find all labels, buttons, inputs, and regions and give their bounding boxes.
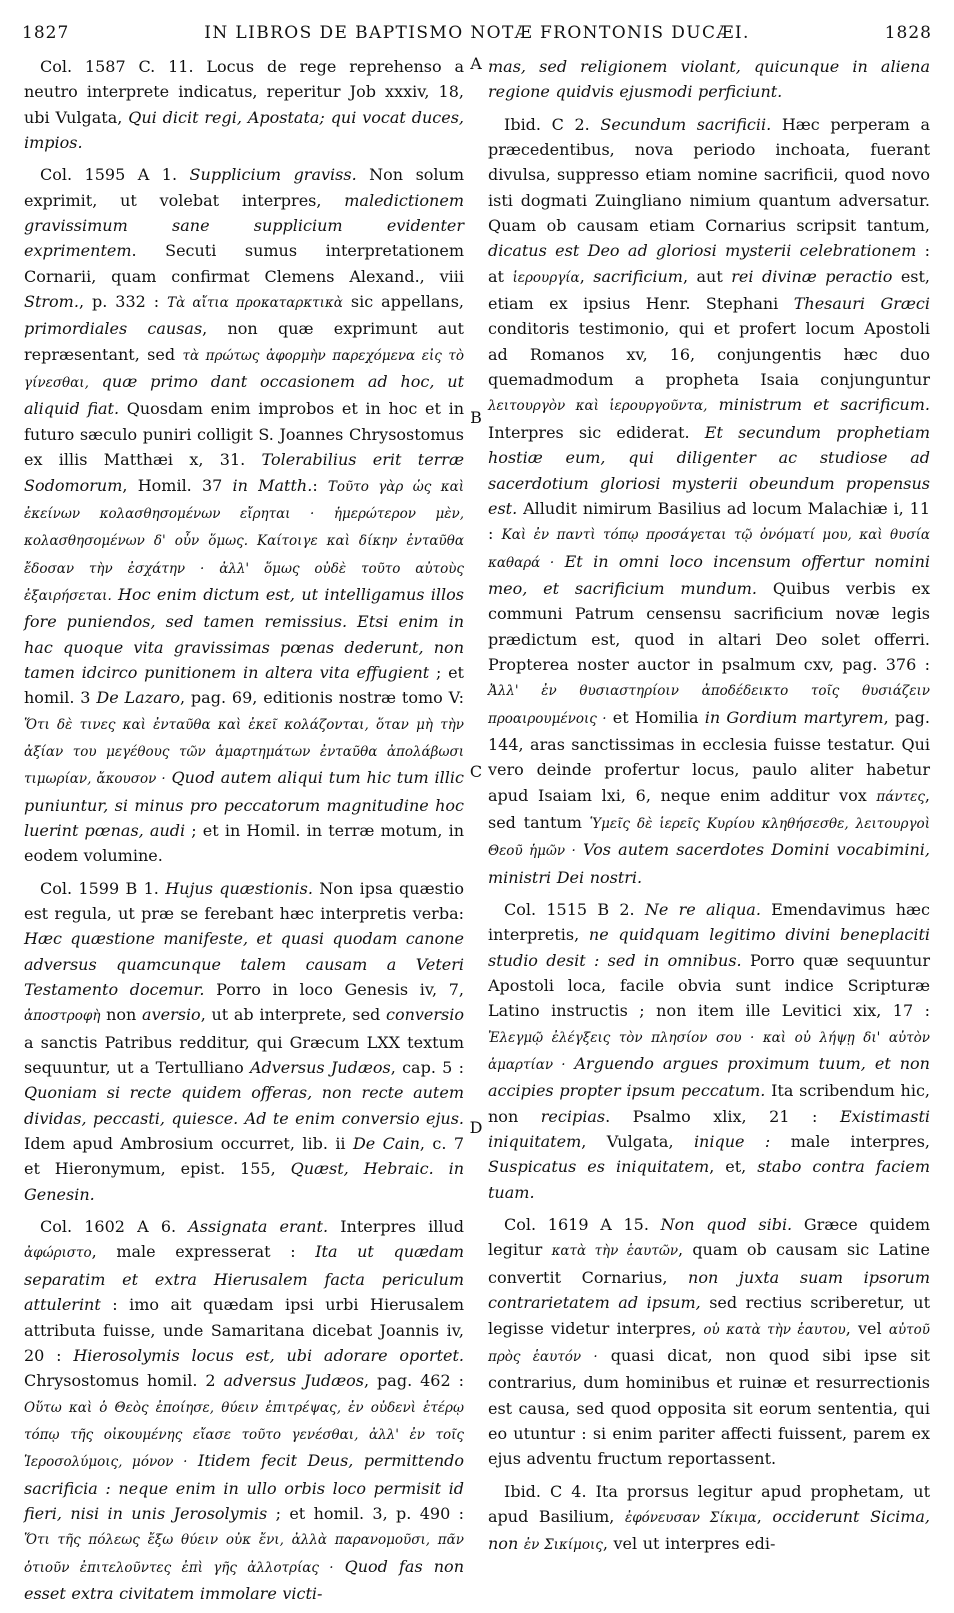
text-run: , pag. 69, editionis nostræ tomo V: (179, 688, 465, 708)
text-run: Græce quidem legitur (488, 1215, 931, 1260)
text-run: quasi dicat, non quod sibi ipse sit contrarius, dum hominibus et ruinæ et resurrectionis est causa, sed quod opposita sit eorum sententia, qui eo utuntur : si enim pariter affecti fuissent, parem ex ejus adventu fructum reportassent. (488, 1345, 930, 1469)
italic-run: Hæc quæstione manifeste, et quasi quodam canone adversus quamcunque talem causam a Veteri Testamento docemur. (24, 929, 464, 1000)
greek-quote: Ὅτι τῆς πόλεως ἔξω θύειν οὐκ ἔνι, ἀλλὰ παρανομοῦσι, πᾶν ὁτιοῦν ἐπιτελοῦντες ἐπὶ γῆς ἀλλοτρίας · (24, 1532, 464, 1576)
italic-run: Strom. (24, 292, 79, 312)
paragraph (24, 162, 464, 868)
italic-run: recipias (540, 1106, 606, 1126)
text-run: , ut ab interprete, sed (200, 1005, 386, 1025)
italic-run: ministrum et sacrificum. (707, 395, 930, 415)
paragraph (488, 1212, 930, 1471)
greek-quote: Ὅτι δὲ τινες καὶ ἐνταῦθα καὶ ἐκεῖ κολάζονται, ὅταν μὴ τὴν ἀξίαν του μεγέθους τῶν ἁμαρτημάτων ἐνταῦθα ἀπολάβωσι τιμωρίαν, ἄκουσον · (24, 716, 464, 788)
greek-quote: κατὰ τὴν ἑαυτῶν (551, 1243, 679, 1260)
text-run: male interpres, (770, 1132, 931, 1152)
greek-quote: Ἐλεγμῷ ἐλέγξεις τὸν πλησίον σου · καὶ οὐ λήψῃ δι' αὐτὸν ἁμαρτίαν · (488, 1029, 930, 1074)
text-run: : (312, 475, 328, 495)
italic-run: sacrificium (593, 266, 683, 286)
right-text-column (488, 54, 930, 1566)
italic-run: Vos autem sacerdotes Domini vocabimini, ministri Dei nostri. (488, 840, 930, 887)
greek-quote: ἐφόνευσαν Σίκιμα (624, 1509, 757, 1526)
text-run: a sanctis Patribus redditur, qui Græcum LXX textum sequuntur, ut a Tertulliano (24, 1032, 464, 1078)
text-run: Quibus verbis ex communi Patrum censensu sacrificium novæ legis prædictum est, quod in altari Deo solet offerri. Propterea noster auctor in psalmum cxv, pag. 376 : (488, 578, 930, 674)
italic-run: Hierosolymis locus est, ubi adorare oportet. (73, 1345, 465, 1365)
italic-run: De Lazaro (96, 688, 180, 708)
greek-quote: ἀφώριστο (24, 1245, 92, 1262)
greek-quote: Οὕτω καὶ ὁ Θεὸς ἐποίησε, θύειν ἐπιτρέψας, ἐν οὐδενὶ ἑτέρῳ τόπῳ τῆς οἰκουμένης εἴασε τοῦτο γενέσθαι, ἀλλ' ἐν τοῖς Ἱεροσολύμοις, μόνον · (24, 1399, 464, 1471)
text-run: Non ipsa quæstio est regula, ut præ se ferebant hæc interpretis verba: (24, 878, 465, 923)
italic-run: quæ primo dant occasionem ad hoc, ut aliquid fiat. (24, 372, 464, 419)
margin-marker-c: C (469, 762, 483, 781)
greek-quote: πάντες (876, 788, 925, 805)
italic-run: Quæst, Hebraic. in Genesin. (24, 1159, 464, 1204)
text-run: Col. 1587 C. 11. Locus de rege reprehenso a neutro interprete indicatus, reperitur Job xxxiv, 18, ubi Vulgata, (24, 57, 464, 127)
text-run: ; et in Homil. in terræ motum, in eodem volumine. (24, 820, 464, 866)
text-run: Col. 1595 A 1. (40, 165, 190, 185)
italic-run: Qui dicit regi, Apostata; qui vocat duces, impios. (24, 107, 464, 153)
paragraph (488, 112, 930, 890)
greek-quote: Ὑμεῖς δὲ ἱερεῖς Κυρίου κληθήσεσθε, λειτουργοὶ Θεοῦ ἡμῶν · (488, 815, 930, 860)
italic-run: Existimasti iniquitatem (488, 1106, 931, 1152)
text-run: Ibid. C 2. (504, 114, 601, 134)
text-run: : imo ait quædam ipsi urbi Hierusalem attributa fuisse, unde Samaritana dicebat Joannis iv, 20 : (24, 1295, 464, 1365)
greek-quote: Τὰ αἴτια προκαταρκτικὰ (167, 295, 343, 312)
text-run: ; et homil. 3, p. 490 : (267, 1503, 465, 1523)
text-run: , (579, 266, 594, 286)
greek-quote: Τοῦτο γὰρ ὡς καὶ ἐκείνων κολασθησομένων εἴρηται · ἡμερώτερον μὲν, κολασθησομένων δ' οὖν ὅμως. Καίτοιγε καὶ δίκην ἐνταῦθα ἔδοσαν τὴν ἐσχάτην · ἀλλ' ὅμως οὐδὲ τοῦτο αὐτοὺς ἐξαιρήσεται. (24, 478, 464, 604)
paragraph (24, 54, 464, 155)
paragraph (488, 54, 930, 105)
greek-quote: ἱερουργία (512, 269, 580, 286)
greek-quote: Καὶ ἐν παντὶ τόπῳ προσάγεται τῷ ὀνόματί μου, καὶ θυσία καθαρά · (488, 527, 930, 571)
greek-quote: ἐν Σικίμοις (523, 1537, 603, 1554)
italic-run: non juxta suam ipsorum contrarietatem ad ipsum, (488, 1267, 931, 1313)
text-run: Col. 1599 B 1. (40, 878, 166, 898)
text-run: , vel (845, 1318, 889, 1338)
text-run: . Secuti sumus interpretationem Cornarii, quam confirmat Clemens Alexand., viii (24, 241, 464, 286)
italic-run: inique : (693, 1132, 771, 1152)
italic-run: mas, sed religionem violant, quicunque in aliena regione quidvis ejusmodi perficiunt. (488, 57, 930, 102)
text-run: , p. 332 : (78, 292, 168, 312)
italic-run: Et in omni loco incensum offertur nomini meo, et sacrificium mundum. (488, 551, 930, 598)
text-run: et Homilia (606, 707, 705, 727)
italic-run: Itidem fecit Deus, permittendo sacrificia : neque enim in ullo orbis loco permisit id fieri, nisi in unis Jerosolymis (24, 1451, 464, 1523)
text-run: sic appellans, (342, 292, 464, 312)
paragraph (488, 1479, 930, 1559)
text-run: , Vulgata, (581, 1132, 694, 1152)
text-run: Hæc perperam a præcedentibus, nova periodo inchoata, fuerant divulsa, suppresso etiam nomine sacrificii, quod novo isti dogmati Zuingliano nimium quantum adversatur. Quam ob causam etiam Cornarius scripsit tantum, (488, 114, 930, 236)
text-run: , vel ut interpres edi- (602, 1534, 776, 1554)
italic-run: Quod autem aliqui tum hic tum illic puniuntur, si minus pro peccatorum magnitudine hoc luerint pœnas, audi (24, 768, 464, 840)
text-run: Porro in loco Genesis iv, 7, (204, 980, 464, 1000)
italic-run: primordiales causas (24, 319, 203, 339)
italic-run: in Matth. (232, 475, 313, 495)
italic-run: stabo contra faciem tuam. (488, 1157, 931, 1202)
text-run: Interpres sic ediderat. (488, 422, 705, 442)
italic-run: Adversus Judæos (249, 1058, 391, 1078)
text-run: , non quæ exprimunt aut repræsentant, sed (24, 319, 464, 364)
text-run: , cap. 5 : (390, 1058, 464, 1078)
text-run: , c. 7 et Hieronymum, epist. 155, (24, 1134, 464, 1179)
text-run: , et, (709, 1157, 758, 1177)
italic-run: Suspicatus es iniquitatem (488, 1157, 710, 1177)
text-run: Ibid. C 4. Ita prorsus legitur apud prophetam, ut apud Basilium, (488, 1481, 930, 1526)
text-run: Col. 1602 A 6. (40, 1217, 189, 1237)
greek-quote: λειτουργὸν καὶ ἱερουργοῦντα, (488, 398, 708, 415)
italic-run: Secundum sacrificii. (600, 114, 772, 134)
italic-run: occiderunt Sicima, non (488, 1506, 931, 1554)
italic-run: Arguendo argues proximum tuum, et non accipies propter ipsum peccatum. (488, 1054, 930, 1101)
text-run: , quam ob causam sic Latine convertit Cornarius, (488, 1240, 930, 1287)
italic-run: rei divinæ peractio (731, 266, 893, 286)
italic-run: Ne re aliqua. (644, 900, 761, 919)
left-column-number: 1827 (22, 23, 70, 43)
italic-run: dicatus est Deo ad gloriosi mysterii celebrationem (488, 241, 917, 261)
italic-run: in Gordium martyrem (704, 707, 884, 727)
paragraph (488, 897, 930, 1205)
text-run: , male expresserat : (91, 1242, 316, 1262)
greek-quote: αὐτοῦ πρὸς ἑαυτόν · (488, 1321, 930, 1365)
italic-run: Et secundum prophetiam hostiæ eum, qui diligenter ac studiose ad sacerdotium gloriosi mysterii obeundum propensus est. (488, 422, 931, 518)
page-header (22, 18, 932, 48)
text-run: , sed tantum (488, 785, 930, 832)
margin-marker-d: D (469, 1118, 483, 1137)
text-run: Alludit nimirum Basilius ad locum Malachiæ i, 11 : (488, 498, 930, 544)
text-run: Quosdam enim improbos et in hoc et in futuro sæculo puniri colligit S. Joannes Chrysostomus ex illis Matthæi x, 31. (24, 399, 464, 470)
text-run: Interpres illud (328, 1217, 465, 1237)
italic-run: Assignata erant. (188, 1217, 329, 1237)
margin-marker-a: A (470, 54, 482, 73)
text-run: conditoris testimonio, qui et profert locum Apostoli ad Romanos xv, 16, conjungentis hæc duo quemadmodum a propheta Isaia conjunguntur (488, 319, 930, 390)
text-run: Col. 1619 A 15. (504, 1215, 661, 1235)
italic-run: aversio (142, 1005, 201, 1025)
italic-run: Supplicium graviss. (189, 165, 357, 185)
italic-run: maledictionem gravissimum sane supplicium evidenter exprimentem (24, 190, 464, 261)
italic-run: Ita ut quædam separatim et extra Hierusalem facta periculum attulerint (24, 1242, 465, 1315)
text-run: sed rectius scriberetur, ut legisse videtur interpres, (488, 1293, 931, 1338)
italic-run: ne quidquam legitimo divini beneplaciti studio desit : sed in omnibus. (488, 925, 930, 970)
greek-quote: τὰ πρώτως ἀφορμὴν παρεχόμενα εἰς τὸ γίνεσθαι, (24, 347, 464, 392)
italic-run: conversio (385, 1005, 464, 1025)
text-run: Chrysostomus homil. 2 (24, 1371, 224, 1391)
italic-run: Tolerabilius erit terræ Sodomorum (24, 450, 464, 495)
text-run: . Psalmo xlix, 21 : (605, 1106, 840, 1126)
italic-run: Non quod sibi. (660, 1215, 793, 1235)
text-run: Ita scribendum hic, non (488, 1081, 931, 1126)
italic-run: De Cain (352, 1134, 420, 1154)
left-text-column (24, 54, 464, 1613)
text-run: , Homil. 37 (122, 475, 233, 495)
text-run: , (756, 1506, 773, 1526)
italic-run: Quod fas non esset extra civitatem immolare victi- (24, 1556, 464, 1603)
greek-quote: οὐ κατὰ τὴν ἑαυτου (703, 1321, 846, 1338)
running-title: IN LIBROS DE BAPTISMO NOTÆ FRONTONIS DUCÆI. (204, 23, 750, 43)
text-run: , pag. 462 : (364, 1371, 465, 1391)
text-run: non (100, 1005, 143, 1025)
text-run: ; et homil. 3 (24, 662, 464, 708)
text-run: Porro quæ sequuntur Apostoli loca, facile obvia sunt indice Scripturæ Latino instructis ; non item ille Levitici xix, 17 : (488, 950, 931, 1021)
paragraph (24, 1214, 464, 1606)
italic-run: Thesauri Græci (793, 294, 930, 314)
italic-run: Hujus quæstionis. (165, 878, 313, 898)
paragraph (24, 876, 464, 1207)
text-run: est, etiam ex ipsius Henr. Stephani (488, 266, 931, 314)
greek-quote: Ἀλλ' ἐν θυσιαστηρίοιν ἀποδέδεικτο τοῖς θυσιάζειν προαιρουμένοις · (488, 683, 930, 727)
right-column-number: 1828 (884, 23, 932, 43)
text-run: , aut (682, 266, 732, 286)
margin-marker-b: B (470, 408, 482, 427)
text-run: , pag. 144, aras sanctissimas in ecclesia fuisse testatur. Qui vero deinde profertur locus, paulo aliter habetur apud Isaiam lxi, 6, neque enim additur vox (488, 707, 930, 805)
text-run: Idem apud Ambrosium occurret, lib. ii (24, 1134, 353, 1154)
text-run: Col. 1515 B 2. (504, 900, 645, 919)
italic-run: Quoniam si recte quidem offeras, non recte autem dividas, peccasti, quiesce. Ad te enim conversio ejus. (24, 1083, 464, 1128)
text-run: Emendavimus hæc interpretis, (488, 900, 930, 945)
text-run: Non solum exprimit, ut volebat interpres, (24, 165, 465, 210)
text-run: : at (488, 241, 930, 286)
italic-run: Hoc enim dictum est, ut intelligamus illos fore puniendos, sed tamen remissius. Etsi enim in hac quoque vita gravissimas pœnas dederunt, non tamen idcirco punitionem in altera vita effugient (24, 584, 464, 682)
italic-run: adversus Judæos (223, 1371, 364, 1391)
greek-quote: ἀποστροφὴ (24, 1008, 101, 1025)
